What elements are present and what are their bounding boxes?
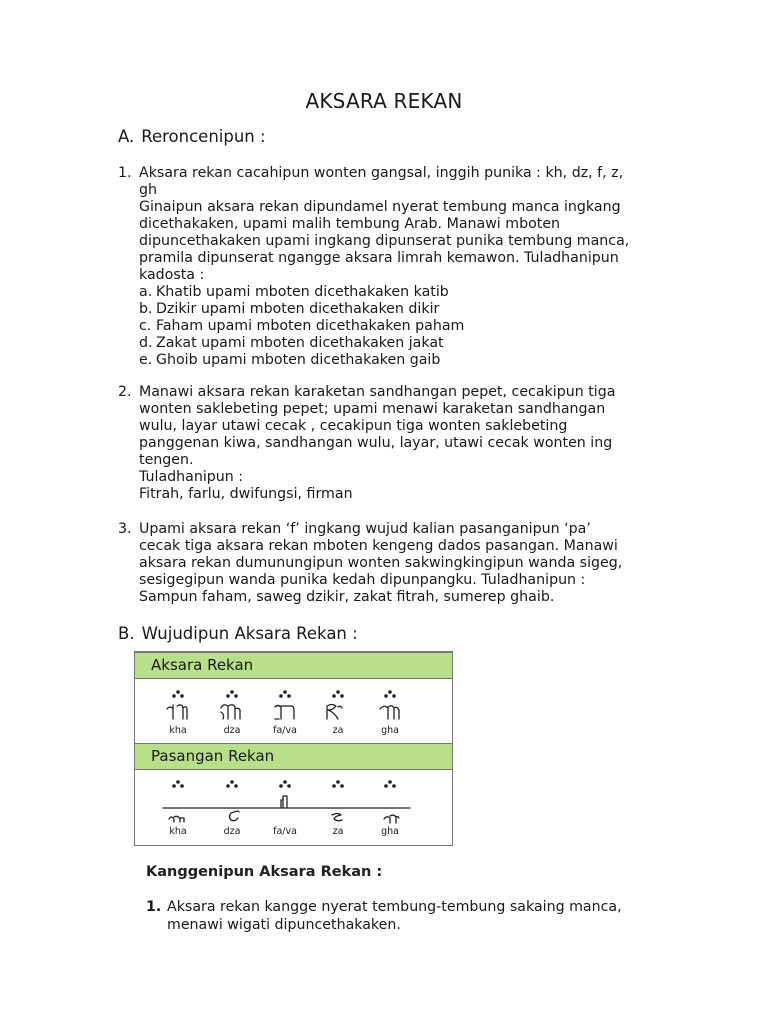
sublist-letter: c.: [139, 318, 152, 334]
aksara-caption: za: [332, 725, 344, 736]
sublist-letter: d.: [139, 335, 153, 351]
sublist-item: [139, 352, 678, 369]
pasangan-dza: [230, 811, 240, 820]
sublist-text: Faham upami mboten dicethakaken paham: [156, 318, 465, 334]
pasangan-gha: [384, 815, 399, 823]
item-2-line: wulu, layar utawi cecak , cecakipun tiga wonten saklebeting: [139, 418, 568, 434]
sublist-letter: e.: [139, 352, 153, 368]
item-number: 1.: [118, 165, 132, 181]
glyph-kha: [167, 705, 187, 719]
item-3-line: aksara rekan dumunungipun wonten sakwingkingipun wanda sigeg,: [139, 555, 623, 571]
pasangan-caption: gha: [381, 826, 399, 837]
pasangan-caption: fa/va: [273, 826, 297, 837]
section-a-title: Reroncenipun :: [141, 127, 266, 146]
section-b-heading: [118, 624, 358, 643]
glyph-za: [327, 705, 342, 720]
pasangan-za: [332, 814, 342, 821]
sublist-text: Dzikir upami mboten dicethakaken dikir: [156, 301, 440, 317]
item-number: 2.: [118, 384, 132, 400]
cecak-tiga-mark: [172, 690, 396, 698]
sublist-item: [139, 335, 678, 352]
item-2-line: Fitrah, farlu, dwifungsi, firman: [139, 486, 353, 502]
aksara-caption: dza: [223, 725, 241, 736]
item-1-line: Aksara rekan cacahipun wonten gangsal, inggih punika : kh, dz, f, z,: [139, 165, 624, 181]
item-2-line: Tuladhanipun :: [139, 469, 244, 485]
kanggenipun-heading: Kanggenipun Aksara Rekan :: [146, 864, 383, 880]
item-1-line: gh: [139, 182, 157, 198]
sublist-item: [139, 284, 678, 301]
glyph-gha: [380, 706, 399, 719]
pasangan-caption: kha: [169, 826, 187, 837]
pasangan-caption: za: [332, 826, 344, 837]
section-a-letter: A.: [118, 127, 135, 146]
pasangan-rekan-band-label: Pasangan Rekan: [151, 747, 275, 765]
section-b-title: Wujudipun Aksara Rekan :: [141, 624, 358, 643]
sublist-text: Zakat upami mboten dicethakaken jakat: [156, 335, 444, 351]
sublist-item: [139, 318, 678, 335]
page-title: AKSARA REKAN: [305, 89, 463, 113]
sublist-letter: b.: [139, 301, 153, 317]
sublist-letter: a.: [139, 284, 153, 300]
item-2-line: wonten saklebeting pepet; upami menawi karaketan sandhangan: [139, 401, 606, 417]
item-2-line: Manawi aksara rekan karaketan sandhangan pepet, cecakipun tiga: [139, 384, 616, 400]
item-1-line: dipuncethakaken upami ingkang dipunserat punika tembung manca,: [139, 233, 630, 249]
pasangan-kha: [169, 816, 184, 822]
glyph-dza: [221, 705, 240, 719]
aksara-caption: fa/va: [273, 725, 297, 736]
sublist-item: [139, 301, 678, 318]
item-3-line: cecak tiga aksara rekan mboten kengeng dados pasangan. Manawi: [139, 538, 618, 554]
item-1-line: Ginaipun aksara rekan dipundamel nyerat tembung manca ingkang: [139, 199, 621, 215]
item-number: 3.: [118, 521, 132, 537]
section-b-letter: B.: [118, 624, 135, 643]
item-3-line: Sampun faham, saweg dzikir, zakat fitrah, sumerep ghaib.: [139, 589, 555, 605]
kanggenipun-item-1: [146, 898, 686, 934]
aksara-caption: gha: [381, 725, 399, 736]
item-2-line: panggenan kiwa, sandhangan wulu, layar, utawi cecak wonten ing: [139, 435, 613, 451]
sublist-text: Ghoib upami mboten dicethakaken gaib: [156, 352, 441, 368]
kanggenipun-item-line: Aksara rekan kangge nyerat tembung-tembung sakaing manca,: [167, 899, 622, 915]
kanggenipun-item-number: 1.: [146, 899, 162, 915]
section-a-heading: [118, 127, 266, 146]
item-3-line: Upami aksara rekan ‘f’ ingkang wujud kalian pasanganipun ‘pa’: [139, 521, 591, 537]
item-1-line: dicethakaken, upami malih tembung Arab. Manawi mboten: [139, 216, 561, 232]
reroncenipun-item-1: [118, 165, 678, 369]
item-1-line: kadosta :: [139, 267, 205, 283]
glyph-fa: [275, 706, 294, 720]
sublist-text: Khatib upami mboten dicethakaken katib: [156, 284, 449, 300]
aksara-rekan-figure: [134, 651, 453, 846]
aksara-caption: kha: [169, 725, 187, 736]
pasangan-caption: dza: [223, 826, 241, 837]
reroncenipun-item-3: [118, 521, 678, 606]
javanese-glyphs-drawing: [135, 652, 452, 845]
reroncenipun-item-2: [118, 384, 678, 503]
item-3-line: sesigegipun wanda punika kedah dipunpangku. Tuladhanipun :: [139, 572, 586, 588]
item-1-line: pramila dipunserat ngangge aksara limrah kemawon. Tuladhanipun: [139, 250, 619, 266]
example-sublist: [139, 284, 678, 369]
pasangan-fa: [281, 796, 287, 807]
item-2-line: tengen.: [139, 452, 194, 468]
aksara-rekan-band-label: Aksara Rekan: [151, 656, 254, 674]
kanggenipun-item-line: menawi wigati dipuncethakaken.: [167, 917, 401, 933]
